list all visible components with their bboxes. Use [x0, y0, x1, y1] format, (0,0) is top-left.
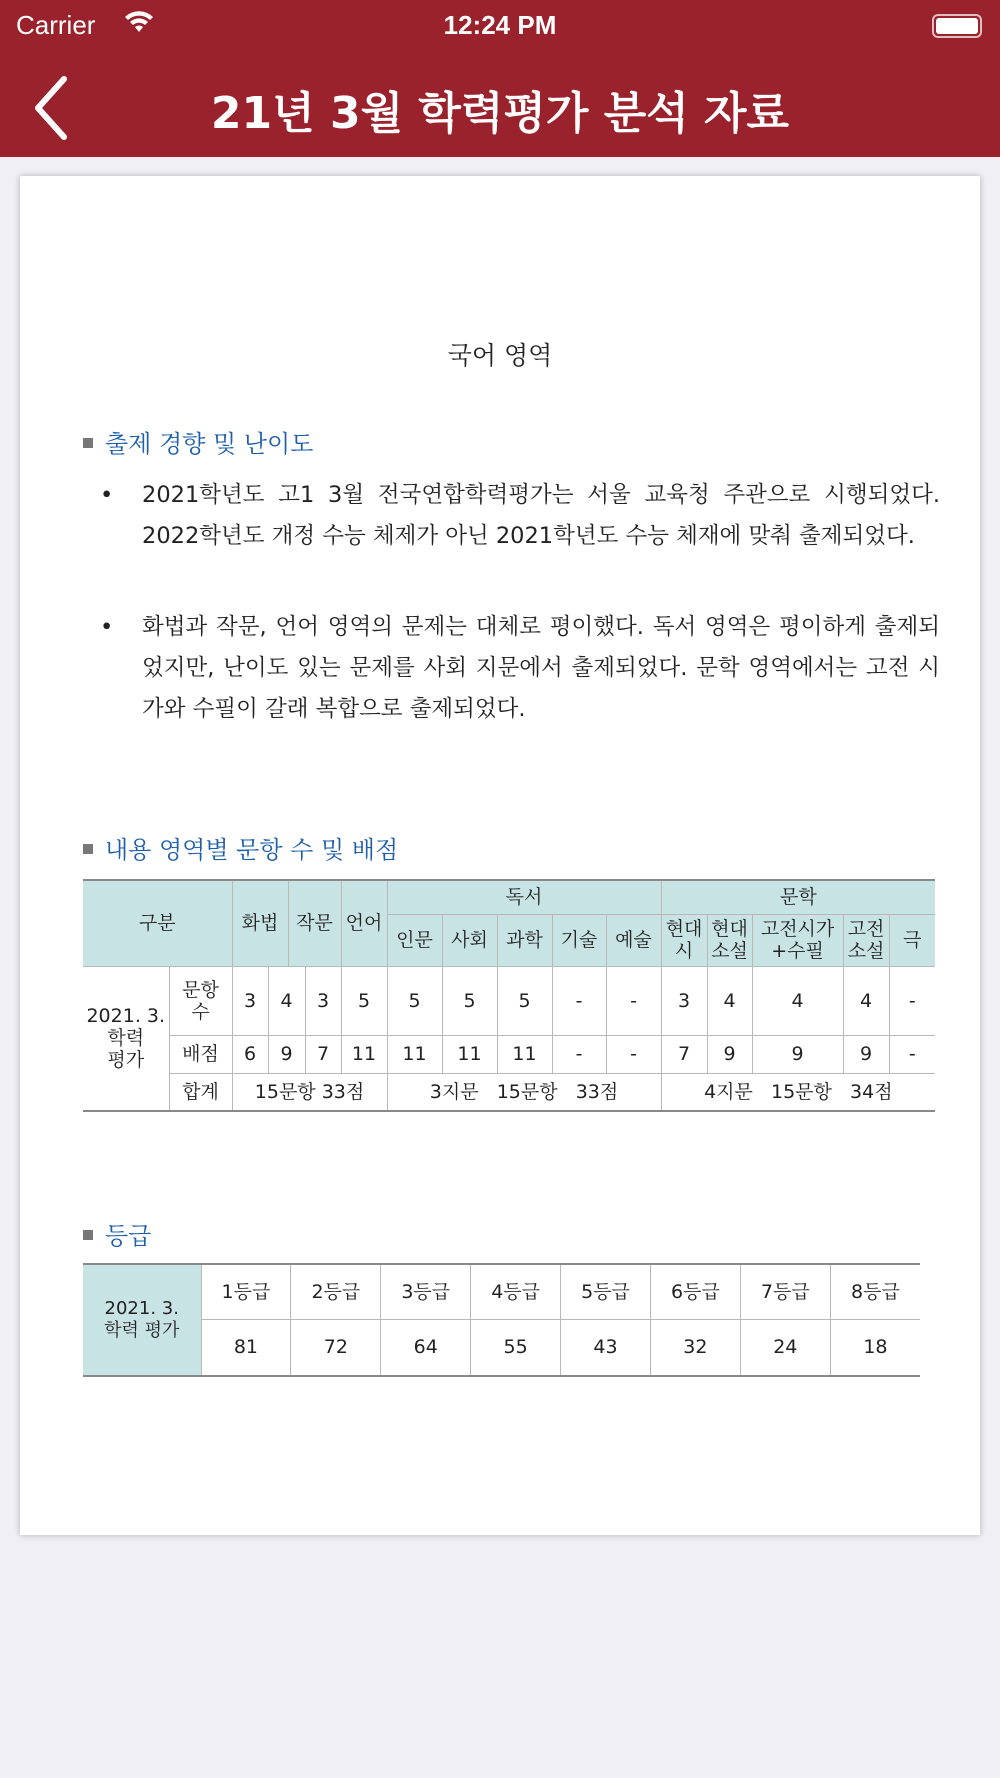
points-cell: -	[889, 1035, 935, 1073]
grade-score-cell: 64	[381, 1319, 471, 1376]
header-gubun: 구분	[83, 880, 232, 966]
grade-score-cell: 55	[471, 1319, 561, 1376]
header-dokseo-sub: 과학	[497, 914, 552, 966]
page-title: 21년 3월 학력평가 분석 자료	[210, 88, 790, 139]
count-cell: 4	[707, 966, 752, 1035]
count-cell: 5	[442, 966, 497, 1035]
count-cell: -	[606, 966, 661, 1035]
grade-header-cell: 1등급	[201, 1264, 291, 1319]
points-cell: -	[552, 1035, 606, 1073]
header-hwabeop: 화법	[232, 880, 288, 966]
grade-score-cell: 32	[650, 1319, 740, 1376]
points-cell: 9	[843, 1035, 889, 1073]
grade-score-cell: 43	[561, 1319, 651, 1376]
points-cell: -	[606, 1035, 661, 1073]
points-cell: 9	[752, 1035, 843, 1073]
points-cell: 11	[442, 1035, 497, 1073]
points-cell: 11	[341, 1035, 387, 1073]
row-label: 합계	[169, 1073, 232, 1111]
header-munhak-sub: 현대 시	[661, 914, 707, 966]
count-cell: 5	[497, 966, 552, 1035]
grade-cutoff-table	[83, 1263, 920, 1377]
score-distribution-table	[83, 879, 935, 1112]
points-cell: 9	[707, 1035, 752, 1073]
header-dokseo: 독서	[387, 880, 661, 914]
points-cell: 11	[387, 1035, 442, 1073]
header-eoneo: 언어	[341, 880, 387, 966]
header-munhak-sub: 고전 소설	[843, 914, 889, 966]
document-title: 국어 영역	[447, 341, 553, 370]
count-cell: -	[889, 966, 935, 1035]
header-jakmun: 작문	[288, 880, 341, 966]
row-label: 2021. 3. 학력 평가	[83, 1264, 201, 1376]
header-dokseo-sub: 인문	[387, 914, 442, 966]
grade-header-cell: 8등급	[830, 1264, 920, 1319]
points-cell: 9	[268, 1035, 305, 1073]
header-munhak-sub: 현대 소설	[707, 914, 752, 966]
grade-score-cell: 18	[830, 1319, 920, 1376]
grade-score-cell: 81	[201, 1319, 291, 1376]
count-cell: -	[552, 966, 606, 1035]
grade-header-cell: 4등급	[471, 1264, 561, 1319]
count-cell: 3	[661, 966, 707, 1035]
row-group-label: 2021. 3. 학력 평가	[83, 966, 169, 1111]
grade-header-cell: 6등급	[650, 1264, 740, 1319]
points-cell: 11	[497, 1035, 552, 1073]
points-cell: 7	[661, 1035, 707, 1073]
section-heading: 등급	[83, 1216, 151, 1251]
row-label: 배점	[169, 1035, 232, 1073]
total-cell: 3지문 15문항 33점	[387, 1073, 661, 1111]
bullet-text: 2021학년도 고1 3월 전국연합학력평가는 서울 교육청 주관으로 시행되었다. 2022학년도 개정 수능 체제가 아닌 2021학년도 수능 체재에 맞춰 출제되었다.	[142, 482, 940, 549]
header-munhak: 문학	[661, 880, 935, 914]
carrier-label: Carrier	[16, 10, 96, 40]
header-dokseo-sub: 기술	[552, 914, 606, 966]
count-cell: 5	[341, 966, 387, 1035]
count-cell: 4	[752, 966, 843, 1035]
count-cell: 4	[268, 966, 305, 1035]
bullet-item: • 화법과 작문, 언어 영역의 문제는 대체로 평이했다. 독서 영역은 평이하게 출제되었지만, 난이도 있는 문제를 사회 지문에서 출제되었다. 문학 영역에서는 고전 시가와 수필이 갈래 복합으로 출제되었다.	[100, 614, 940, 722]
grade-header-cell: 7등급	[740, 1264, 830, 1319]
row-label: 문항 수	[169, 966, 232, 1035]
total-cell: 15문항 33점	[232, 1073, 387, 1111]
points-cell: 7	[305, 1035, 341, 1073]
grade-header-cell: 5등급	[561, 1264, 651, 1319]
header-dokseo-sub: 예술	[606, 914, 661, 966]
section-heading: 출제 경향 및 난이도	[83, 424, 313, 459]
clock: 12:24 PM	[443, 10, 557, 40]
bullet-item: • 2021학년도 고1 3월 전국연합학력평가는 서울 교육청 주관으로 시행되었다. 2022학년도 개정 수능 체제가 아닌 2021학년도 수능 체재에 맞춰 출제되었다.	[100, 482, 940, 549]
grade-header-cell: 2등급	[291, 1264, 381, 1319]
grade-score-cell: 24	[740, 1319, 830, 1376]
header-munhak-sub: 극	[889, 914, 935, 966]
section-heading: 내용 영역별 문항 수 및 배점	[83, 830, 398, 865]
bullet-text: 화법과 작문, 언어 영역의 문제는 대체로 평이했다. 독서 영역은 평이하게 출제되었지만, 난이도 있는 문제를 사회 지문에서 출제되었다. 문학 영역에서는 고전 시가와 수필이 갈래 복합으로 출제되었다.	[142, 614, 940, 722]
header-munhak-sub: 고전시가 +수필	[752, 914, 843, 966]
points-cell: 6	[232, 1035, 268, 1073]
count-cell: 3	[232, 966, 268, 1035]
total-cell: 4지문 15문항 34점	[661, 1073, 935, 1111]
count-cell: 5	[387, 966, 442, 1035]
count-cell: 4	[843, 966, 889, 1035]
grade-score-cell: 72	[291, 1319, 381, 1376]
grade-header-cell: 3등급	[381, 1264, 471, 1319]
header-dokseo-sub: 사회	[442, 914, 497, 966]
count-cell: 3	[305, 966, 341, 1035]
